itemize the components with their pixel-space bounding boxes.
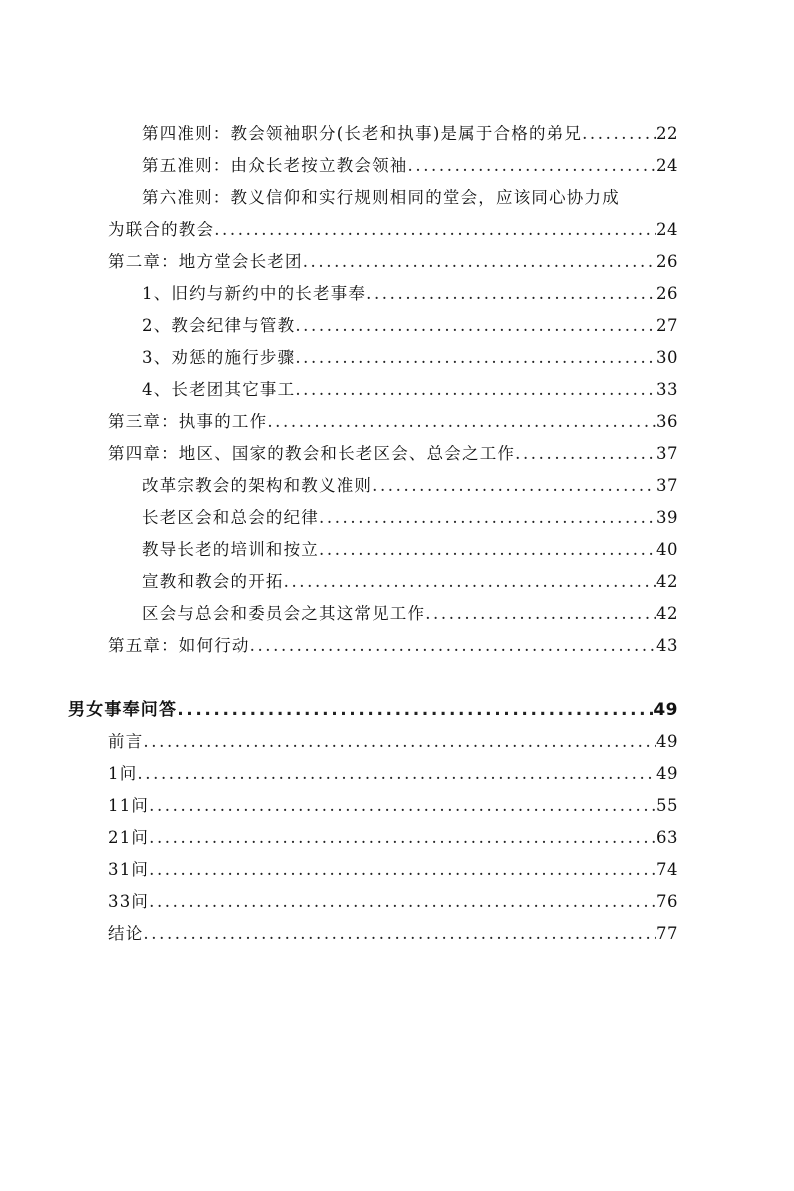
toc-dot-leader <box>366 278 656 310</box>
toc-entry[interactable] <box>0 310 794 342</box>
toc-dot-leader <box>295 342 656 374</box>
toc-entry-label: 男女事奉问答 <box>68 700 178 720</box>
toc-entry-label: 1问 <box>108 764 138 783</box>
toc-entry-label: 改革宗教会的架构和教义准则 <box>142 476 373 495</box>
toc-page-number: 22 <box>656 124 678 143</box>
toc-dot-leader <box>137 758 656 790</box>
toc-dot-leader <box>250 630 656 662</box>
toc-entry[interactable] <box>0 886 794 918</box>
toc-page-number: 26 <box>656 252 678 271</box>
toc-entry-label: 为联合的教会 <box>108 220 215 239</box>
toc-entry-continuation[interactable] <box>0 214 794 246</box>
toc-dot-leader <box>515 438 656 470</box>
toc-page-number: 27 <box>656 316 678 335</box>
toc-entry[interactable] <box>0 598 794 630</box>
toc-page-number: 33 <box>656 380 678 399</box>
toc-dot-leader <box>149 854 656 886</box>
toc-page-number: 37 <box>656 444 678 463</box>
toc-entry-label: 第二章：地方堂会长老团 <box>108 252 303 271</box>
toc-dot-leader <box>303 246 656 278</box>
toc-page-number: 63 <box>656 828 678 847</box>
toc-page-number: 39 <box>656 508 678 527</box>
toc-entry-label: 21问 <box>108 828 150 847</box>
toc-entry-label: 33问 <box>108 892 150 911</box>
toc-dot-leader <box>295 310 656 342</box>
toc-entry[interactable] <box>0 790 794 822</box>
toc-entry-label: 第四准则：教会领袖职分(长老和执事)是属于合格的弟兄 <box>142 124 583 143</box>
toc-page-number: 77 <box>656 924 678 943</box>
toc-page-number: 74 <box>656 860 678 879</box>
toc-entry[interactable] <box>0 502 794 534</box>
toc-dot-leader <box>408 150 657 182</box>
toc-entry-label: 31问 <box>108 860 150 879</box>
toc-entry-label: 宣教和教会的开拓 <box>142 572 284 591</box>
toc-entry[interactable] <box>0 470 794 502</box>
toc-entry-label: 区会与总会和委员会之其这常见工作 <box>142 604 426 623</box>
toc-entry[interactable] <box>0 854 794 886</box>
toc-entry-label: 第三章：执事的工作 <box>108 412 268 431</box>
toc-dot-leader <box>372 470 656 502</box>
toc-entry-label: 第六准则：教义信仰和实行规则相同的堂会，应该同心协力成 <box>142 188 620 207</box>
toc-dot-leader <box>149 790 656 822</box>
toc-page-number: 43 <box>656 636 678 655</box>
toc-page-number: 30 <box>656 348 678 367</box>
toc-entry-label: 3、劝惩的施行步骤 <box>142 348 296 367</box>
toc-dot-leader <box>319 534 656 566</box>
toc-page-number: 24 <box>656 220 678 239</box>
toc-dot-leader <box>214 214 656 246</box>
toc-dot-leader <box>143 918 656 950</box>
toc-dot-leader <box>143 726 656 758</box>
toc-entry[interactable] <box>0 118 794 150</box>
toc-chapter-entry[interactable] <box>0 438 794 470</box>
toc-dot-leader <box>319 502 656 534</box>
toc-page-number: 40 <box>656 540 678 559</box>
toc-entry-label: 第五章：如何行动 <box>108 636 250 655</box>
toc-entry-label: 2、教会纪律与管教 <box>142 316 296 335</box>
toc-page-number: 42 <box>656 572 678 591</box>
toc-dot-leader <box>425 598 656 630</box>
toc-page-number: 37 <box>656 476 678 495</box>
toc-page-number: 49 <box>656 764 678 783</box>
toc-dot-leader <box>295 374 656 406</box>
toc-entry[interactable] <box>0 566 794 598</box>
toc-dot-leader <box>149 886 656 918</box>
toc-entry-label: 4、长老团其它事工 <box>142 380 296 399</box>
toc-page-number: 49 <box>653 700 678 720</box>
toc-entry[interactable] <box>0 758 794 790</box>
toc-entry-label: 11问 <box>108 796 150 815</box>
toc-page-number: 36 <box>656 412 678 431</box>
toc-chapter-entry[interactable] <box>0 630 794 662</box>
toc-entry-label: 第五准则：由众长老按立教会领袖 <box>142 156 408 175</box>
toc-page-number: 49 <box>656 732 678 751</box>
toc-chapter-entry[interactable] <box>0 406 794 438</box>
toc-dot-leader <box>582 118 656 150</box>
table-of-contents <box>0 118 794 950</box>
toc-entry[interactable] <box>0 918 794 950</box>
toc-page-number: 26 <box>656 284 678 303</box>
toc-entry[interactable] <box>0 342 794 374</box>
toc-entry[interactable] <box>0 182 794 214</box>
toc-entry[interactable] <box>0 374 794 406</box>
toc-entry-label: 长老区会和总会的纪律 <box>142 508 319 527</box>
toc-part-entry[interactable] <box>0 694 794 726</box>
toc-entry-label: 前言 <box>108 732 144 751</box>
toc-entry-label: 教导长老的培训和按立 <box>142 540 319 559</box>
toc-entry[interactable] <box>0 534 794 566</box>
toc-entry[interactable] <box>0 726 794 758</box>
toc-page-number: 55 <box>656 796 678 815</box>
toc-entry-label: 第四章：地区、国家的教会和长老区会、总会之工作 <box>108 444 516 463</box>
toc-page-number: 76 <box>656 892 678 911</box>
toc-entry-label: 1、旧约与新约中的长老事奉 <box>142 284 367 303</box>
toc-entry[interactable] <box>0 278 794 310</box>
toc-entry-label: 结论 <box>108 924 144 943</box>
toc-dot-leader <box>149 822 656 854</box>
toc-dot-leader <box>284 566 656 598</box>
toc-entry[interactable] <box>0 150 794 182</box>
toc-page-number: 42 <box>656 604 678 623</box>
toc-chapter-entry[interactable] <box>0 246 794 278</box>
toc-page-number: 24 <box>656 156 678 175</box>
toc-dot-leader <box>177 694 653 726</box>
toc-entry[interactable] <box>0 822 794 854</box>
toc-dot-leader <box>267 406 656 438</box>
